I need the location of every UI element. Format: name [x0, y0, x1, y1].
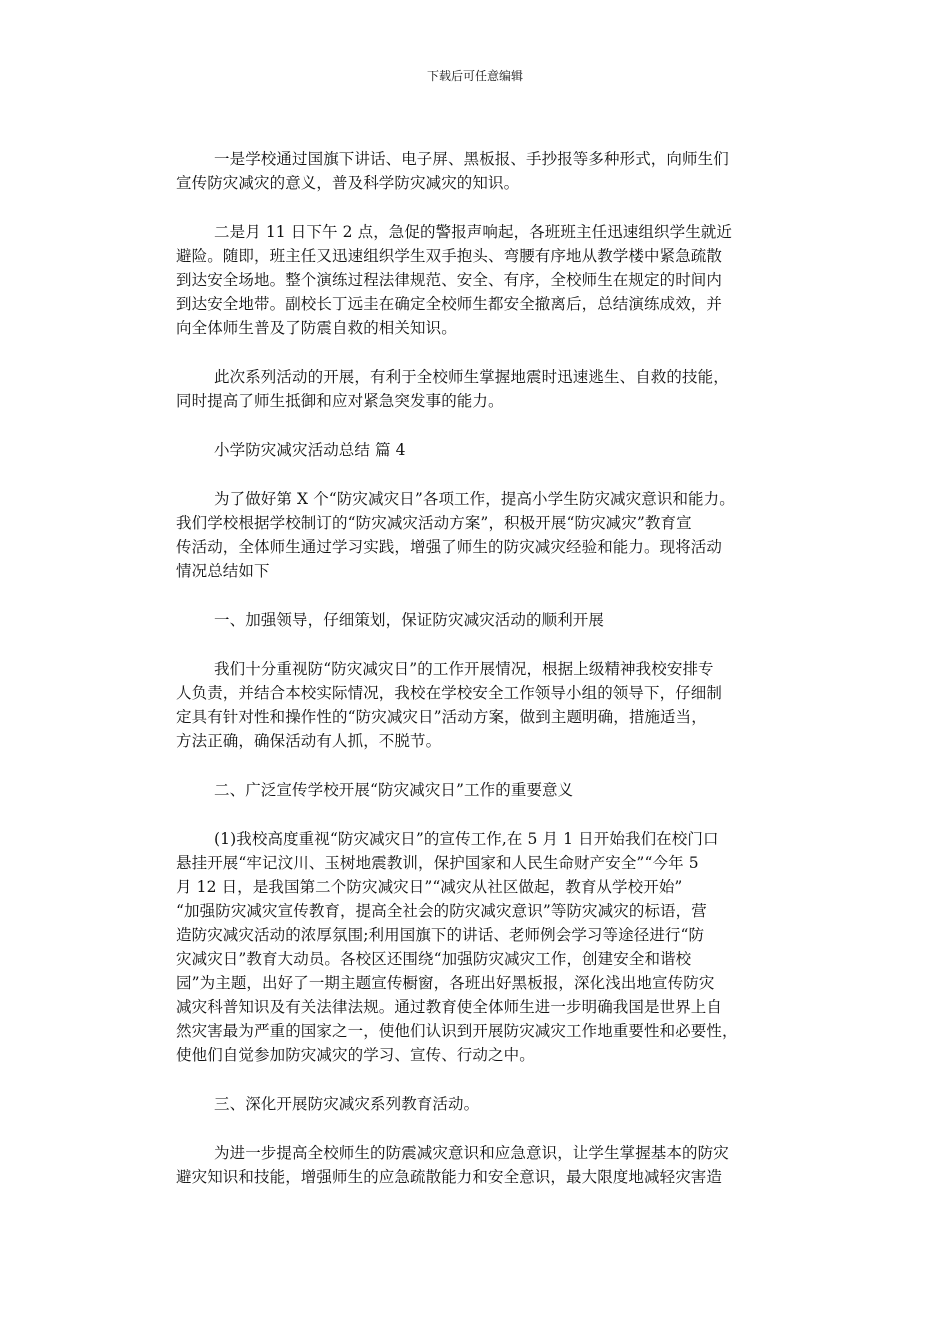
paragraph-4 — [176, 487, 776, 583]
text-line: 减灾科普知识及有关法律法规。通过教育使全体师生进一步明确我国是世界上自 — [176, 998, 723, 1016]
paragraph-2 — [176, 220, 776, 340]
subheading-2: 二、广泛宣传学校开展“防灾减灾日”工作的重要意义 — [214, 781, 574, 799]
text-line: 月 12 日，是我国第二个防灾减灾日”“减灾从社区做起，教育从学校开始” — [176, 878, 683, 896]
paragraph-5 — [176, 657, 776, 753]
text-line: 避灾知识和技能，增强师生的应急疏散能力和安全意识，最大限度地减轻灾害造 — [176, 1168, 723, 1186]
subheading-3: 三、深化开展防灾减灾系列教育活动。 — [214, 1095, 480, 1113]
paragraph-6 — [176, 827, 776, 1067]
page-header: 下载后可任意编辑 — [426, 69, 523, 83]
text-line: 到达安全场地。整个演练过程法律规范、安全、有序，全校师生在规定的时间内 — [176, 271, 723, 289]
text-line: 定具有针对性和操作性的“防灾减灾日”活动方案，做到主题明确，措施适当， — [176, 708, 707, 726]
text-line: 情况总结如下 — [176, 562, 270, 580]
subheading-1: 一、加强领导，仔细策划，保证防灾减灾活动的顺利开展 — [214, 611, 605, 629]
text-line: 方法正确，确保活动有人抓，不脱节。 — [176, 732, 442, 750]
text-line: 到达安全地带。副校长丁远圭在确定全校师生都安全撤离后，总结演练成效，并 — [176, 295, 723, 313]
text-line: 宣传防灾减灾的意义，普及科学防灾减灾的知识。 — [176, 174, 520, 192]
paragraph-1 — [176, 147, 776, 195]
paragraph-3 — [176, 365, 776, 413]
section-title: 小学防灾减灾活动总结 篇 4 — [214, 441, 406, 459]
text-line: 使他们自觉参加防灾减灾的学习、宣传、行动之中。 — [176, 1046, 535, 1064]
document-body — [176, 147, 776, 1214]
text-line: 然灾害最为严重的国家之一，使他们认识到开展防灾减灾工作地重要性和必要性， — [176, 1022, 738, 1040]
paragraph-7 — [176, 1141, 776, 1189]
text-line: 此次系列活动的开展，有利于全校师生掌握地震时迅速逃生、自救的技能， — [214, 368, 729, 386]
text-line: 我们学校根据学校制订的“防灾减灾活动方案”，积极开展“防灾减灾”教育宣 — [176, 514, 692, 532]
text-line: 传活动，全体师生通过学习实践，增强了师生的防灾减灾经验和能力。现将活动 — [176, 538, 723, 556]
text-line: 向全体师生普及了防震自救的相关知识。 — [176, 319, 457, 337]
text-line: (1)我校高度重视“防灾减灾日”的宣传工作,在 5 月 1 日开始我们在校门口 — [214, 830, 719, 848]
text-line: 为进一步提高全校师生的防震减灾意识和应急意识，让学生掌握基本的防灾 — [214, 1144, 729, 1162]
text-line: 避险。随即，班主任又迅速组织学生双手抱头、弯腰有序地从教学楼中紧急疏散 — [176, 247, 723, 265]
text-line: 一是学校通过国旗下讲话、电子屏、黑板报、手抄报等多种形式，向师生们 — [214, 150, 729, 168]
text-line: 人负责，并结合本校实际情况，我校在学校安全工作领导小组的领导下，仔细制 — [176, 684, 723, 702]
text-line: 造防灾减灾活动的浓厚氛围;利用国旗下的讲话、老师例会学习等途径进行“防 — [176, 926, 705, 944]
text-line: 二是月 11 日下午 2 点，急促的警报声响起，各班班主任迅速组织学生就近 — [214, 223, 732, 241]
text-line: 悬挂开展“牢记汶川、玉树地震教训，保护国家和人民生命财产安全”“今年 5 — [176, 854, 699, 872]
text-line: 为了做好第 X 个“防灾减灾日”各项工作，提高小学生防灾减灾意识和能力。 — [214, 490, 735, 508]
text-line: 同时提高了师生抵御和应对紧急突发事的能力。 — [176, 392, 504, 410]
text-line: 园”为主题，出好了一期主题宣传橱窗，各班出好黑板报，深化浅出地宣传防灾 — [176, 974, 715, 992]
text-line: 我们十分重视防“防灾减灾日”的工作开展情况，根据上级精神我校安排专 — [214, 660, 714, 678]
text-line: “加强防灾减灾宣传教育，提高全社会的防灾减灾意识”等防灾减灾的标语，营 — [176, 902, 707, 920]
text-line: 灾减灾日”教育大动员。各校区还围绕“加强防灾减灾工作，创建安全和谐校 — [176, 950, 692, 968]
